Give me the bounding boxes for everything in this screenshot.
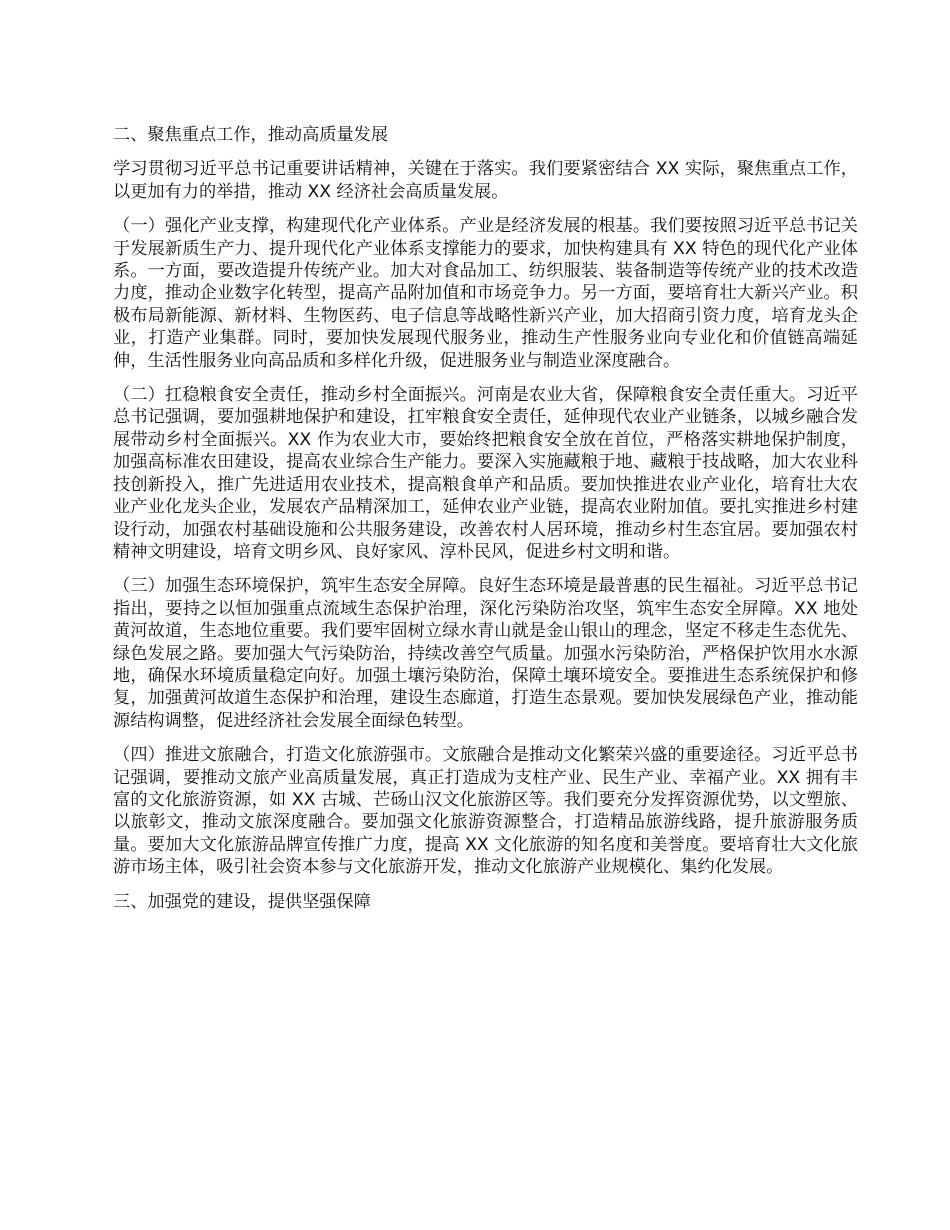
paragraph-culture-tourism: （四）推进文旅融合，打造文化旅游强市。文旅融合是推动文化繁荣兴盛的重要途径。习近平总书记强调，要推动文旅产业高质量发展，真正打造成为支柱产业、民生产业、幸福产业。XX 拥有丰富的文化旅游资源，如 XX 古城、芒砀山汉文化旅游区等。我们要充分发挥资源优势，以文塑旅、以旅彰文，推动文旅深度融合。要加强文化旅游资源整合，打造精品旅游线路，提升旅游服务质量。要加大文化旅游品牌宣传推广力度，提高 XX 文化旅游的知名度和美誉度。要培育壮大文化旅游市场主体，吸引社会资本参与文化旅游开发，推动文化旅游产业规模化、集约化发展。	[113, 745, 858, 878]
section-three-heading: 三、加强党的建设，提供坚强保障	[113, 891, 371, 912]
document-page	[113, 124, 858, 925]
paragraph-food-security: （二）扛稳粮食安全责任，推动乡村全面振兴。河南是农业大省，保障粮食安全责任重大。习近平总书记强调，要加强耕地保护和建设，扛牢粮食安全责任，延伸现代农业产业链条，以城乡融合发展带动乡村全面振兴。XX 作为农业大市，要始终把粮食安全放在首位，严格落实耕地保护制度，加强高标准农田建设，提高农业综合生产能力。要深入实施藏粮于地、藏粮于技战略，加大农业科技创新投入，推广先进适用农业技术，提高粮食单产和品质。要加快推进农业产业化，培育壮大农业产业化龙头企业，发展农产品精深加工，延伸农业产业链，提高农业附加值。要扎实推进乡村建设行动，加强农村基础设施和公共服务建设，改善农村人居环境，推动乡村生态宜居。要加强农村精神文明建设，培育文明乡风、良好家风、淳朴民风，促进乡村文明和谐。	[113, 385, 858, 562]
section-two-heading: 二、聚焦重点工作，推动高质量发展	[113, 125, 389, 145]
paragraph-industry: （一）强化产业支撑，构建现代化产业体系。产业是经济发展的根基。我们要按照习近平总书记关于发展新质生产力、提升现代化产业体系支撑能力的要求，加快构建具有 XX 特色的现代化产业体系。一方面，要改造提升传统产业。加大对食品加工、纺织服装、装备制造等传统产业的技术改造力度，推动企业数字化转型，提高产品附加值和市场竞争力。另一方面，要培育壮大新兴产业。积极布局新能源、新材料、生物医药、电子信息等战略性新兴产业，加大招商引资力度，培育龙头企业，打造产业集群。同时，要加快发展现代服务业，推动生产性服务业向专业化和价值链高端延伸，生活性服务业向高品质和多样化升级，促进服务业与制造业深度融合。	[113, 216, 858, 371]
intro-paragraph: 学习贯彻习近平总书记重要讲话精神，关键在于落实。我们要紧密结合 XX 实际，聚焦重点工作，以更加有力的举措，推动 XX 经济社会高质量发展。	[113, 159, 858, 202]
paragraph-ecology: （三）加强生态环境保护，筑牢生态安全屏障。良好生态环境是最普惠的民生福祉。习近平总书记指出，要持之以恒加强重点流域生态保护治理，深化污染防治攻坚，筑牢生态安全屏障。XX 地处黄河故道，生态地位重要。我们要牢固树立绿水青山就是金山银山的理念，坚定不移走生态优先、绿色发展之路。要加强大气污染防治，持续改善空气质量。加强水污染防治，严格保护饮用水水源地，确保水环境质量稳定向好。加强土壤污染防治，保障土壤环境安全。要推进生态系统保护和修复，加强黄河故道生态保护和治理，建设生态廊道，打造生态景观。要加快发展绿色产业，推动能源结构调整，促进经济社会发展全面绿色转型。	[113, 576, 858, 731]
